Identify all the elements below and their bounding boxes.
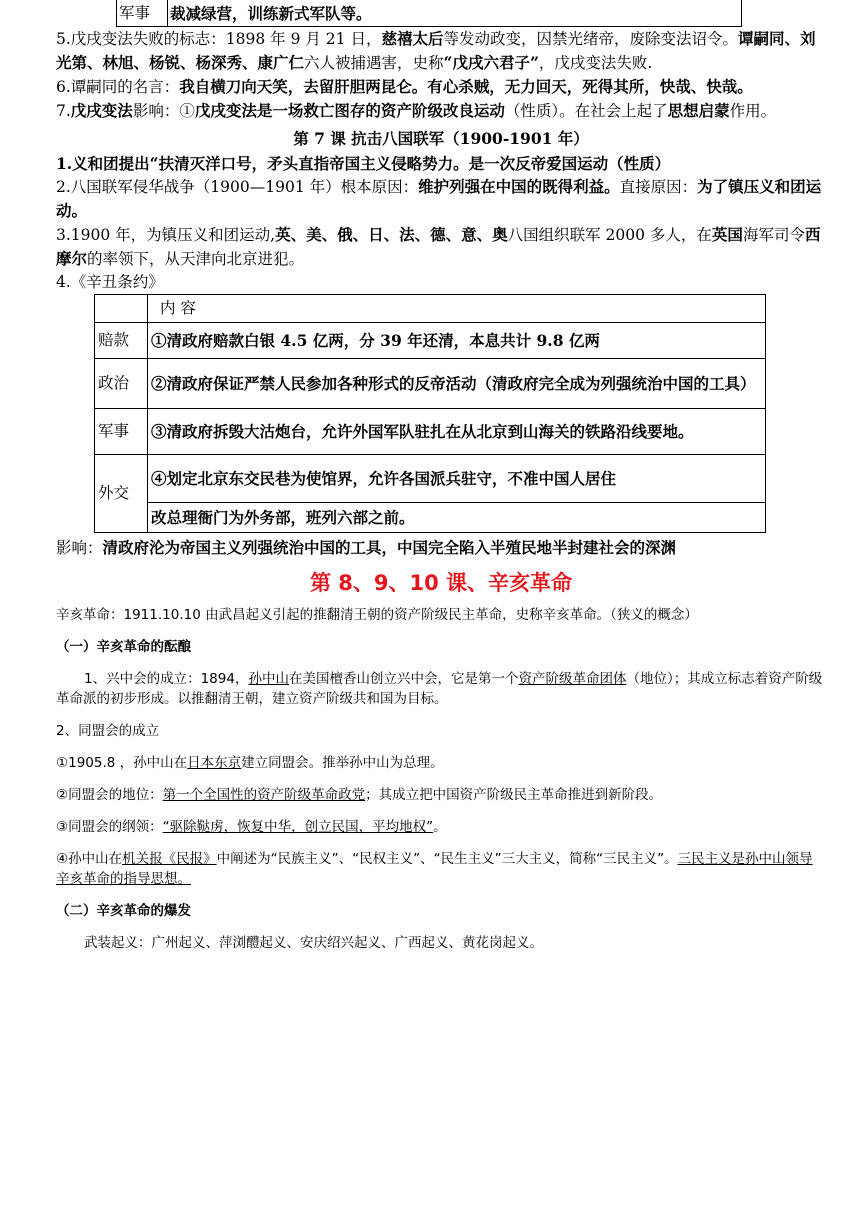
lesson-7-item-1: 1.义和团提出“扶清灭洋口号，矛头直指帝国主义侵略势力。是一次反帝爱国运动（性质） bbox=[56, 154, 671, 173]
row-value: 裁减绿营，训练新式军队等。 bbox=[168, 0, 742, 27]
item-6 bbox=[56, 75, 826, 99]
table-row bbox=[117, 0, 742, 27]
text: 中阐述为“民族主义”、“民权主义”、“民生主义”三大主义，简称“三民主义”。 bbox=[216, 851, 678, 867]
section-1-clause-2 bbox=[56, 785, 826, 805]
section-1-paragraph-2: 2、同盟会的成立 bbox=[56, 723, 160, 739]
row-value: ④划定北京东交民巷为使馆界，允许各国派兵驻守，不准中国人居住 bbox=[148, 455, 766, 503]
text: 日本东京 bbox=[187, 755, 242, 771]
row-value: ①清政府赔款白银 4.5 亿两，分 39 年还清，本息共计 9.8 亿两 bbox=[148, 323, 766, 359]
row-key: 军事 bbox=[117, 0, 168, 27]
text: “戊戌六君子” bbox=[443, 53, 539, 72]
table-row bbox=[95, 503, 766, 533]
text: 戊戌变法 bbox=[70, 101, 133, 120]
intro: 辛亥革命：1911.10.10 由武昌起义引起的推翻清王朝的资产阶级民主革命，史称辛亥革命。（狭义的概念） bbox=[56, 607, 698, 623]
text: 影响： bbox=[56, 539, 103, 557]
table-row bbox=[95, 359, 766, 409]
item-7 bbox=[56, 99, 826, 123]
text: 孙中山 bbox=[248, 671, 289, 687]
text: （地位）；其成立标志着资产阶级革命派的初步形成。以推翻清王朝，建立资产阶级共和国为目标。 bbox=[56, 671, 823, 707]
table-row bbox=[95, 409, 766, 455]
text: 戊戌变法是一场救亡图存的资产阶级改良运动 bbox=[194, 101, 505, 120]
section-1-clause-4 bbox=[56, 849, 826, 889]
text: 等发动政变，囚禁光绪帝，废除变法诏令。 bbox=[443, 30, 738, 48]
treaty-impact bbox=[56, 536, 826, 560]
text: 。 bbox=[433, 819, 447, 835]
text: 直接原因： bbox=[619, 178, 698, 196]
row-value: ③清政府拆毁大沽炮台，允许外国军队驻扎在从北京到山海关的铁路沿线要地。 bbox=[148, 409, 766, 455]
text: （性质）。在社会上起了 bbox=[504, 102, 668, 120]
document-page bbox=[56, 0, 826, 953]
text: 1、兴中会的成立：1894， bbox=[84, 671, 249, 687]
text: 西摩尔 bbox=[56, 225, 821, 268]
text: 维护列强在中国的既得利益。 bbox=[418, 177, 620, 196]
text: 6.谭嗣同的名言： bbox=[56, 78, 180, 96]
row-value: ②清政府保证严禁人民参加各种形式的反帝活动（清政府完全成为列强统治中国的工具） bbox=[148, 359, 766, 409]
text: ④孙中山在 bbox=[56, 851, 123, 867]
text: 谭嗣同、刘光第、林旭、杨锐、杨深秀、康广仁 bbox=[56, 29, 816, 72]
treaty-table bbox=[94, 294, 766, 533]
text: 英国 bbox=[711, 225, 743, 244]
lesson-7-item-3 bbox=[56, 223, 826, 271]
text: 5.戊戌变法失败的标志：1898 年 9 月 21 日， bbox=[56, 30, 382, 48]
row-key: 军事 bbox=[95, 409, 148, 455]
text: 六人被捕遇害，史称 bbox=[304, 54, 444, 72]
section-1-title: （一）辛亥革命的酝酿 bbox=[56, 639, 191, 655]
text: 为了镇压义和团运动。 bbox=[56, 177, 822, 220]
reform-measures-table bbox=[116, 0, 742, 27]
lesson-8-10-title: 第 8、9、10 课、辛亥革命 bbox=[309, 571, 573, 595]
text: 机关报《民报》 bbox=[122, 851, 217, 867]
lesson-7-title: 第 7 课 抗击八国联军（1900-1901 年） bbox=[293, 129, 589, 148]
text: “驱除鞑虏，恢复中华，创立民国，平均地权” bbox=[162, 819, 434, 835]
text: 3.1900 年，为镇压义和团运动, bbox=[56, 226, 276, 244]
text: ②同盟会的地位： bbox=[56, 787, 163, 803]
header-content: 内 容 bbox=[148, 295, 766, 323]
text: 八国组织联军 2000 多人，在 bbox=[507, 226, 712, 244]
text: 建立同盟会。推举孙中山为总理。 bbox=[241, 755, 444, 771]
text: 影响：① bbox=[132, 102, 195, 120]
text: ③同盟会的纲领： bbox=[56, 819, 163, 835]
text: ；其成立把中国资产阶级民主革命推进到新阶段。 bbox=[365, 787, 663, 803]
table-header-row bbox=[95, 295, 766, 323]
text: 英、美、俄、日、法、德、意、奥 bbox=[275, 225, 508, 244]
xinhai-section bbox=[56, 605, 826, 953]
text: 慈禧太后 bbox=[381, 29, 444, 48]
text: 资产阶级革命团体 bbox=[518, 671, 627, 687]
text: 第一个全国性的资产阶级革命政党 bbox=[162, 787, 366, 803]
header-blank bbox=[95, 295, 148, 323]
row-key: 赔款 bbox=[95, 323, 148, 359]
text: ①1905.8 ，孙中山在 bbox=[56, 755, 188, 771]
text: 在美国檀香山创立兴中会，它是第一个 bbox=[288, 671, 519, 687]
text: 清政府沦为帝国主义列强统治中国的工具，中国完全陷入半殖民地半封建社会的深渊 bbox=[102, 538, 677, 557]
text: 2.八国联军侵华战争（1900—1901 年）根本原因： bbox=[56, 178, 419, 196]
section-2-title: （二）辛亥革命的爆发 bbox=[56, 903, 191, 919]
lesson-7-item-4: 4.《辛丑条约》 bbox=[56, 273, 164, 291]
text: 思想启蒙 bbox=[667, 101, 730, 120]
table-row bbox=[95, 455, 766, 503]
text: 的率领下，从天津向北京进犯。 bbox=[87, 250, 305, 268]
row-key: 外交 bbox=[95, 455, 148, 533]
text: 作用。 bbox=[729, 102, 777, 120]
text: 7. bbox=[56, 102, 71, 120]
table-row bbox=[95, 323, 766, 359]
section-1-paragraph-1 bbox=[56, 669, 826, 709]
text: 我自横刀向天笑，去留肝胆两昆仑。有心杀贼，无力回天，死得其所，快哉、快哉。 bbox=[179, 77, 753, 96]
row-key: 政治 bbox=[95, 359, 148, 409]
text: 海军司令 bbox=[742, 226, 805, 244]
section-1-clause-3 bbox=[56, 817, 826, 837]
item-5 bbox=[56, 27, 826, 75]
lesson-7-item-2 bbox=[56, 175, 826, 223]
section-2-paragraph-1: 武装起义：广州起义、萍浏醴起义、安庆绍兴起义、广西起义、黄花岗起义。 bbox=[84, 935, 543, 951]
row-value: 改总理衙门为外务部，班列六部之前。 bbox=[148, 503, 766, 533]
section-1-clause-1 bbox=[56, 753, 826, 773]
text: 三民主义是孙中山领导辛亥革命的指导思想。 bbox=[56, 851, 813, 887]
text: ，戊戌变法失败. bbox=[538, 54, 653, 72]
